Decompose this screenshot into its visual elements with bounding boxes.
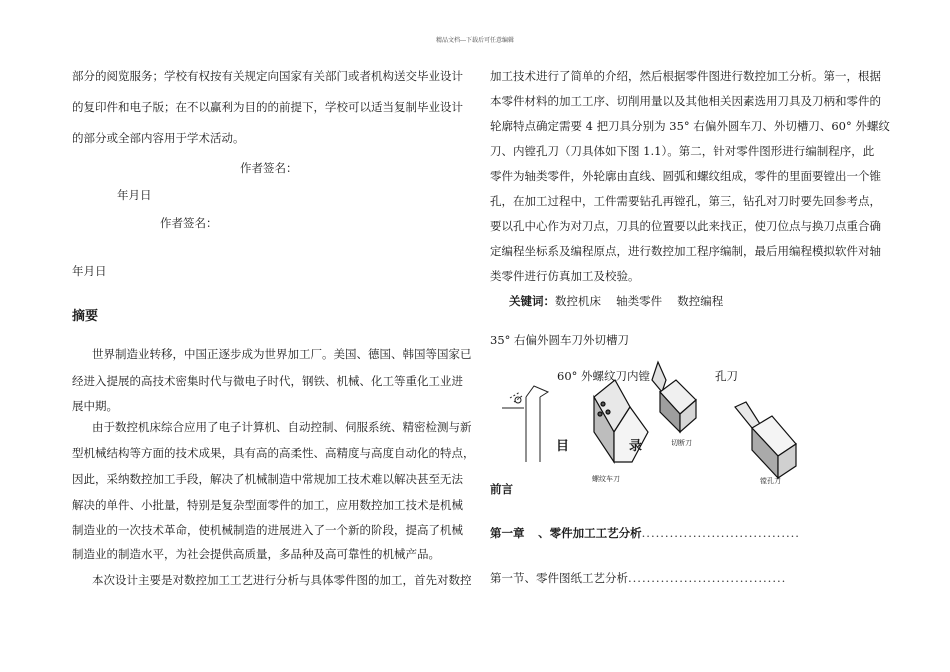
page-header: 精品文档---下载后可任意编辑 [435,37,515,44]
abstract-para2-line6: 制造业的制造水平，为社会提供高质量，多品种及高可靠性的机械产品。 [72,547,440,561]
right-para-line7: 要以孔中心作为对刀点，刀具的位置要以此来找正，使刀位点与换刀点重合确 [490,219,881,233]
right-para-line5: 零件为轴类零件，外轮廓由直线、圆弧和螺纹组成，零件的里面要镗出一个锥 [490,169,881,183]
caption-boring-tool: 镗孔刀 [760,477,781,485]
left-para1-line1: 部分的阅览服务；学校有权按有关规定向国家有关部门或者机构送交毕业设计 [72,69,463,83]
toc-section-1[interactable] [490,570,786,586]
right-para-line1: 加工技术进行了简单的介绍，然后根据零件图进行数控加工分析。第一，根据 [490,69,881,83]
date-line-1: 年月日 [117,188,152,202]
toc-preface[interactable]: 前言 [490,482,513,496]
toc-section-1-title: 第一节、零件图纸工艺分析 [490,571,628,585]
date-line-2: 年月日 [72,264,107,278]
toc-section-1-leader: .................................. [628,571,787,585]
tools-line: 35° 右偏外圆车刀外切槽刀 [490,333,630,347]
right-para-line8: 定编程坐标系及编程原点，进行数控加工程序编制，最后用编程模拟软件对轴 [490,244,881,258]
right-para-line4: 刀、内镗孔刀（刀具体如下图 1.1）。第二，针对零件图形进行编制程序，此 [490,144,875,158]
author-signature-1: 作者签名： [240,161,298,175]
figure-label-threading-boring: 60° 外螺纹刀内镗 [557,369,651,383]
abstract-para3-line1: 本次设计主要是对数控加工工艺进行分析与具体零件图的加工，首先对数控 [92,573,472,587]
right-para-line3: 轮廓特点确定需要 4 把刀具分别为 35° 右偏外圆车刀、外切槽刀、60° 外螺纹 [490,119,890,133]
boring-tool-drawing [735,402,796,478]
abstract-para2-line1: 由于数控机床综合应用了电子计算机、自动控制、伺服系统、精密检测与新 [92,420,472,434]
toc-heading-mu: 目 [556,439,570,454]
keywords-list: 数控机床 轴类零件 数控编程 [555,294,724,308]
cutoff-tool-drawing [652,362,696,432]
abstract-para2-line2: 型机械结构等方面的技术成果，具有高的高柔性、高精度与高度自动化的特点， [72,446,475,460]
toc-chapter-1-number: 第一章 [490,526,525,540]
abstract-heading: 摘要 [72,309,99,324]
tools-figure [490,352,820,492]
toc-chapter-1-leader: .................................. [641,526,800,540]
figure-label-hole-tool: 孔刀 [715,369,738,383]
abstract-para1-line2: 经进入提展的高技术密集时代与微电子时代，钢铁、机械、化工等重化工业进 [72,374,463,388]
author-signature-2: 作者签名： [160,216,218,230]
caption-threading-tool: 螺纹车刀 [592,475,620,483]
abstract-para2-line5: 制造业的一次技术革命，使机械制造的进展进入了一个新的阶段，提高了机械 [72,523,463,537]
abstract-para1-line3: 展中期。 [72,399,118,413]
left-para1-line2: 的复印件和电子版；在不以赢利为目的的前提下，学校可以适当复制毕业设计 [72,100,463,114]
toc-chapter-1-title: 、零件加工工艺分析 [538,526,642,540]
toc-chapter-1[interactable] [490,525,800,541]
external-turning-tool-drawing [502,386,548,462]
abstract-para1-line1: 世界制造业转移，中国正逐步成为世界加工厂。美国、德国、韩国等国家已 [92,347,472,361]
left-para1-line3: 的部分或全部内容用于学术活动。 [72,131,245,145]
keywords-line [509,293,723,309]
right-para-line6: 孔，在加工过程中，工件需要钻孔再镗孔，第三，钻孔对刀时要先回参考点， [490,194,881,208]
keywords-label: 关键词： [509,294,555,308]
caption-cutoff-tool: 切断刀 [671,439,692,447]
toc-heading-lu: 录 [629,439,643,454]
right-para-line9: 类零件进行仿真加工及校验。 [490,269,640,283]
abstract-para2-line3: 因此，采纳数控加工手段，解决了机械制造中常规加工技术难以解决甚至无法 [72,472,463,486]
abstract-para2-line4: 解决的单件、小批量，特别是复杂型面零件的加工，应用数控加工技术是机械 [72,498,463,512]
right-para-line2: 本零件材料的加工工序、切削用量以及其他相关因素选用刀具及刀柄和零件的 [490,94,881,108]
